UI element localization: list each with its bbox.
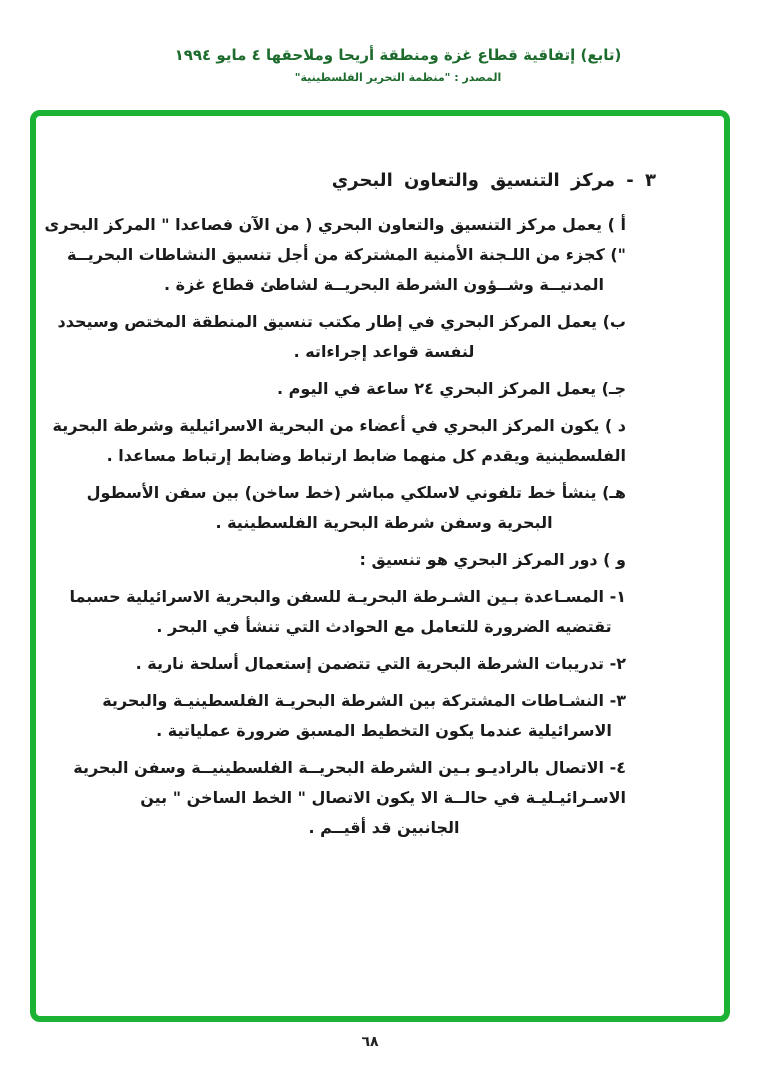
paragraph-d — [52, 411, 626, 471]
document-body — [36, 116, 724, 843]
paragraph-line: هـ) ينشأ خط تلفوني لاسلكي مباشر (خط ساخن) بين سفن الأسطول — [86, 483, 626, 502]
paragraph-line: و ) دور المركز البحري هو تنسيق : — [359, 550, 626, 569]
paragraph-line: ١- المسـاعدة بـين الشـرطة البحريـة للسفن والبحرية الاسرائيلية حسبما — [69, 587, 626, 606]
green-border-frame — [30, 110, 730, 1022]
paragraph-line: ") كجزء من اللـجنة الأمنية المشتركة من أجل تنسيق النشاطات البحريــة — [67, 245, 626, 264]
paragraph-j — [128, 374, 626, 404]
paragraph-line: د ) يكون المركز البحري في أعضاء من البحرية الاسرائيلية وشرطة البحرية — [52, 416, 626, 435]
document-source: المصدر : "منظمة التحرير الفلسطينية" — [294, 71, 502, 84]
section-heading: ٣ - مركز التنسيق والتعاون البحري — [331, 170, 656, 191]
paragraph-a — [44, 210, 626, 300]
list-item-4 — [73, 753, 626, 843]
paragraph-line: الاسرائيلية عندما يكون التخطيط المسبق ضرورة عملياتية . — [156, 721, 612, 740]
paragraph-line: الفلسطينية ويقدم كل منهما ضابط ارتباط وضابط إرتباط مساعدا . — [106, 446, 626, 465]
list-item-1 — [69, 582, 626, 642]
document-title: (تابع) إتفاقية قطاع غزة ومنطقة أريحا وملاحقها ٤ مايو ١٩٩٤ — [174, 46, 622, 64]
paragraph-line: الجانبين قد أقيــم . — [308, 818, 460, 837]
paragraph-w — [128, 545, 626, 575]
paragraph-line: ٣- النشـاطات المشتركة بين الشرطة البحريـة الفلسطينيـة والبحرية — [102, 691, 626, 710]
page-number: ٦٨ — [361, 1034, 379, 1050]
paragraph-line: ب) يعمل المركز البحري في إطار مكتب تنسيق المنطقة المختص وسيحدد — [57, 312, 626, 331]
paragraph-line: لنفسة قواعد إجراءاته . — [293, 342, 475, 361]
paragraph-line: ٤- الاتصال بالراديـو بـين الشرطة البحريــة الفلسطينيــة وسفن البحرية — [73, 758, 626, 777]
paragraph-h — [86, 478, 626, 538]
paragraph-line: جـ) يعمل المركز البحري ٢٤ ساعة في اليوم . — [277, 379, 626, 398]
paragraph-b — [57, 307, 626, 367]
paragraph-line: البحرية وسفن شرطة البحرية الفلسطينية . — [215, 513, 553, 532]
paragraph-line: ٢- تدريبات الشرطة البحرية التي تتضمن إستعمال أسلحة نارية . — [135, 654, 626, 673]
list-item-2 — [128, 649, 626, 679]
paragraph-line: المدنيــة وشــؤون الشرطة البحريــة لشاطئ قطاع غزة . — [164, 275, 604, 294]
paragraph-line: الاسـرائيـليـة في حالــة الا يكون الاتصال " الخط الساخن " بين — [140, 788, 626, 807]
page-header — [0, 44, 758, 86]
list-item-3 — [102, 686, 626, 746]
paragraph-line: أ ) يعمل مركز التنسيق والتعاون البحري ( من الآن فصاعدا " المركز البحرى — [44, 215, 626, 234]
paragraph-line: تقتضيه الضرورة للتعامل مع الحوادث التي تنشأ في البحر . — [156, 617, 612, 636]
